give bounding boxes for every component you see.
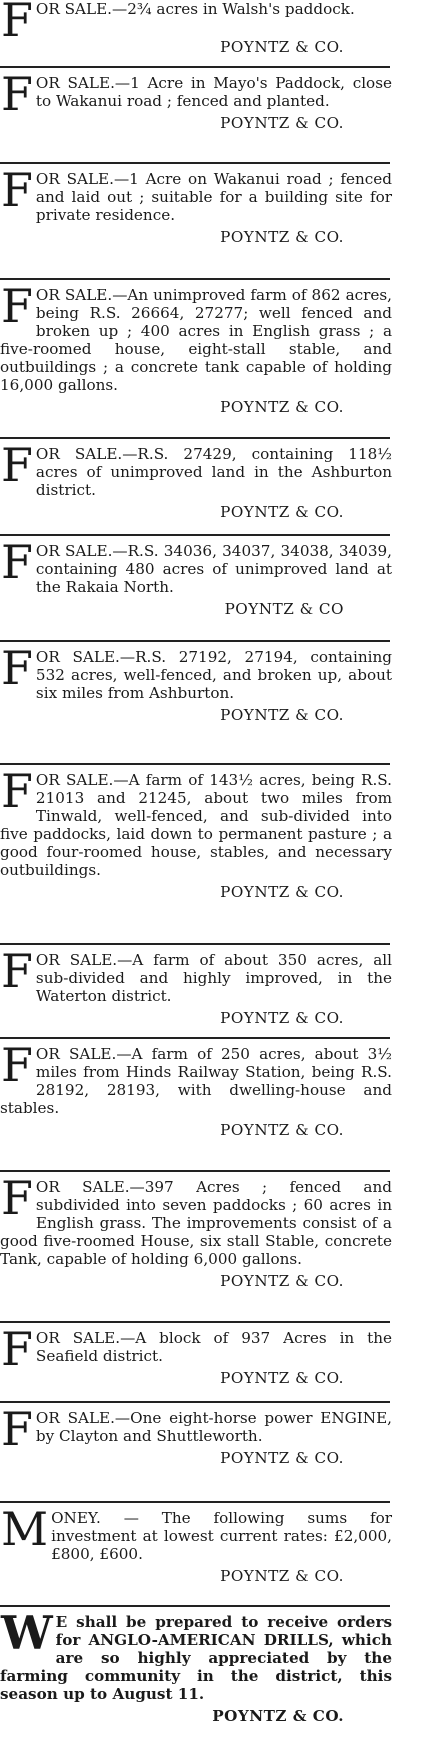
divider <box>0 1401 390 1403</box>
ad-body <box>0 67 392 121</box>
ad-signature: POYNTZ & CO. <box>220 883 344 901</box>
ad-body <box>0 1606 392 1703</box>
ad-for-sale-waterton <box>0 944 392 1027</box>
ad-for-sale-walsh <box>0 0 392 56</box>
ad-text: OR SALE.—R.S. 27429, containing 118½ acres of unimproved land in the Ashburton district. <box>35 445 392 499</box>
divider <box>0 1170 390 1172</box>
ad-for-sale-tinwald <box>0 764 392 901</box>
ad-text: OR SALE.—1 Acre in Mayo's Paddock, close to Wakanui road ; fenced and planted. <box>35 74 392 110</box>
ad-for-sale-397-acres <box>0 1171 392 1290</box>
ad-signature: POYNTZ & CO. <box>220 503 344 521</box>
ad-signature: POYNTZ & CO. <box>220 1009 344 1027</box>
ad-signature: POYNTZ & CO. <box>220 38 344 56</box>
ad-text: OR SALE.—1 Acre on Wakanui road ; fenced and laid out ; suitable for a building site for private residence. <box>35 170 392 224</box>
divider <box>0 943 390 945</box>
ad-text: OR SALE.—R.S. 27192, 27194, containing 532 acres, well-fenced, and broken up, about six miles from Ashburton. <box>35 648 392 702</box>
divider <box>0 437 390 439</box>
ad-text: OR SALE.—R.S. 34036, 34037, 34038, 34039, containing 480 acres of unimproved land at the Rakaia North. <box>35 542 392 596</box>
ad-body <box>0 279 392 394</box>
ad-for-sale-mayo <box>0 67 392 132</box>
ad-signature: POYNTZ & CO. <box>220 1369 344 1387</box>
ad-text: OR SALE.—A farm of about 350 acres, all sub-divided and highly improved, in the Waterton district. <box>35 951 392 1005</box>
ad-signature: POYNTZ & CO. <box>220 1449 344 1467</box>
ad-text: OR SALE.—One eight-horse power ENGINE, by Clayton and Shuttleworth. <box>35 1409 392 1445</box>
divider <box>0 1037 390 1039</box>
ad-for-sale-rakaia-north <box>0 535 392 618</box>
dropcap: F <box>1 279 33 333</box>
ad-body <box>0 1322 392 1376</box>
ad-for-sale-hinds <box>0 1038 392 1139</box>
ad-text: OR SALE.—An unimproved farm of 862 acres, being R.S. 26664, 27277; well fenced and broken up ; 400 acres in English grass ; a five-roomed house, eight-stall stable, and outbuildings ; a concrete tank capable of holding 16,000 gallons. <box>0 286 392 394</box>
ad-for-sale-unimproved-farm <box>0 279 392 416</box>
divider <box>0 1605 390 1607</box>
divider <box>0 162 390 164</box>
ad-signature: POYNTZ & CO. <box>220 1121 344 1139</box>
ad-for-sale-wakanui <box>0 163 392 246</box>
ad-body <box>0 641 392 702</box>
divider <box>0 66 390 68</box>
dropcap: F <box>1 163 33 217</box>
ad-body <box>0 1402 392 1456</box>
ad-for-sale-engine <box>0 1402 392 1467</box>
ad-text: ONEY. — The following sums for investment at lowest current rates: £2,000, £800, £600. <box>51 1509 392 1563</box>
ad-body <box>0 1502 392 1563</box>
ad-signature: POYNTZ & CO. <box>220 114 344 132</box>
ad-signature: POYNTZ & CO. <box>212 1707 344 1725</box>
ad-body <box>0 944 392 1005</box>
ad-for-sale-rs-27429 <box>0 438 392 521</box>
ad-text: OR SALE.—A farm of 143½ acres, being R.S. 21013 and 21245, about two miles from Tinwald, well-fenced, and sub-divided into five paddocks, laid down to permanent pasture ; a good four-roomed house, stables, and necessary outbuildings. <box>0 771 392 879</box>
dropcap: F <box>1 764 33 818</box>
ad-body <box>0 535 392 596</box>
divider <box>0 763 390 765</box>
dropcap: F <box>1 67 33 121</box>
ad-signature: POYNTZ & CO. <box>220 706 344 724</box>
ad-text: E shall be prepared to receive orders for ANGLO-AMERICAN DRILLS, which are so highly appreciated by the farming community in the district, this season up to August 11. <box>0 1613 392 1703</box>
ad-signature: POYNTZ & CO. <box>220 398 344 416</box>
dropcap: W <box>1 1606 53 1660</box>
ad-body <box>0 1038 392 1117</box>
dropcap: F <box>1 1322 33 1376</box>
divider <box>0 534 390 536</box>
ad-text: OR SALE.—2¾ acres in Walsh's paddock. <box>35 0 355 18</box>
ad-body <box>0 764 392 879</box>
ad-text: OR SALE.—A block of 937 Acres in the Seafield district. <box>35 1329 392 1365</box>
dropcap: F <box>1 1402 33 1456</box>
dropcap: F <box>1 438 33 492</box>
divider <box>0 1501 390 1503</box>
divider <box>0 640 390 642</box>
ad-body <box>0 1171 392 1268</box>
dropcap: F <box>1 1038 33 1092</box>
ad-body <box>0 438 392 499</box>
dropcap: F <box>1 535 33 589</box>
divider <box>0 1321 390 1323</box>
dropcap: F <box>1 0 33 47</box>
ad-for-sale-seafield <box>0 1322 392 1387</box>
ad-money <box>0 1502 392 1585</box>
ad-text: OR SALE.—397 Acres ; fenced and subdivided into seven paddocks ; 60 acres in English grass. The improvements consist of a good five-roomed House, six stall Stable, concrete Tank, capable of holding 6,000 gallons. <box>0 1178 392 1268</box>
ad-text: OR SALE.—A farm of 250 acres, about 3½ miles from Hinds Railway Station, being R.S. 28192, 28193, with dwelling-house and stables. <box>0 1045 392 1117</box>
dropcap: F <box>1 641 33 695</box>
ad-anglo-american-drills <box>0 1606 392 1725</box>
ad-signature: POYNTZ & CO. <box>220 1567 344 1585</box>
ad-signature: POYNTZ & CO. <box>220 1272 344 1290</box>
ad-body <box>0 163 392 224</box>
ad-signature: POYNTZ & CO <box>224 600 344 618</box>
dropcap: M <box>1 1502 49 1556</box>
divider <box>0 278 390 280</box>
ad-signature: POYNTZ & CO. <box>220 228 344 246</box>
dropcap: F <box>1 1171 33 1225</box>
dropcap: F <box>1 944 33 998</box>
ad-for-sale-ashburton <box>0 641 392 724</box>
